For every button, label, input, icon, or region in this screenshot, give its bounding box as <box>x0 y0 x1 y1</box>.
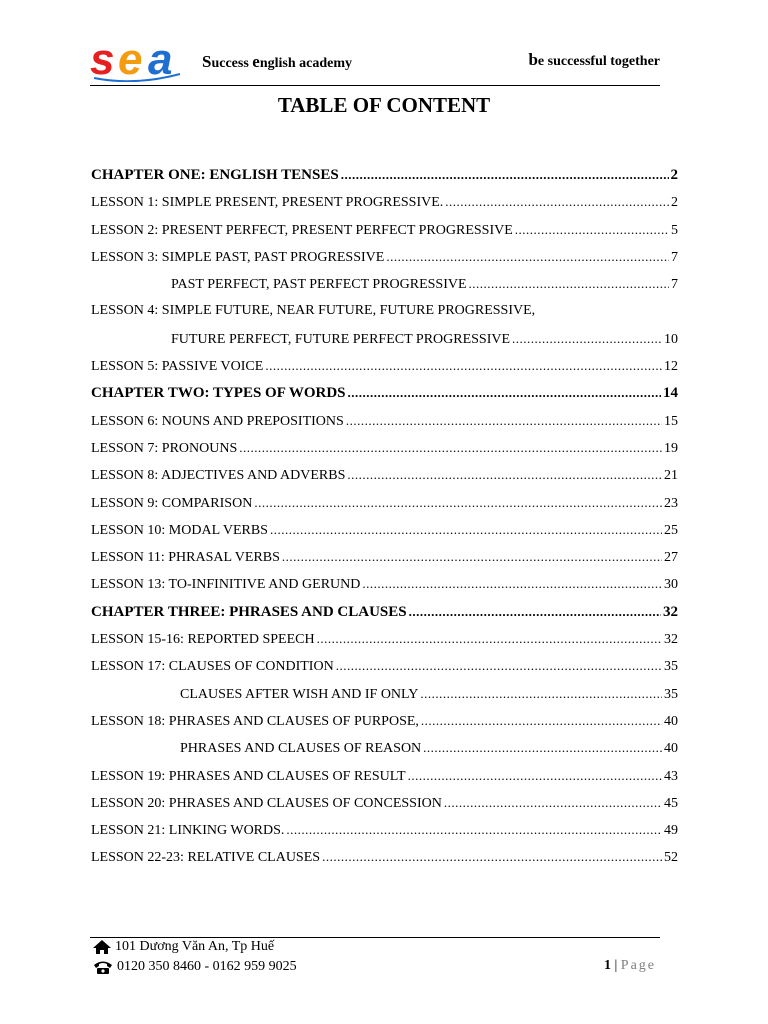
toc-chapter-entry[interactable] <box>91 167 678 194</box>
toc-entry-label: LESSON 2: PRESENT PERFECT, PRESENT PERFECT PROGRESSIVE <box>91 222 513 238</box>
toc-entry-page: 32 <box>664 632 678 648</box>
toc-lesson-entry[interactable] <box>91 549 678 576</box>
toc-entry-label: LESSON 8: ADJECTIVES AND ADVERBS <box>91 468 346 484</box>
dot-leader <box>409 604 661 620</box>
toc-entry-page: 27 <box>664 550 678 566</box>
dot-leader <box>420 686 662 702</box>
dot-leader <box>282 549 662 565</box>
svg-text:s: s <box>90 35 115 82</box>
toc-chapter-entry[interactable] <box>91 604 678 631</box>
toc-entry-page: 10 <box>664 331 678 347</box>
dot-leader <box>286 822 662 838</box>
toc-entry-label: FUTURE PERFECT, FUTURE PERFECT PROGRESSIVE <box>171 331 511 347</box>
dot-leader <box>322 849 662 865</box>
toc-entry-label: LESSON 3: SIMPLE PAST, PAST PROGRESSIVE <box>91 249 385 265</box>
toc-entry-label: LESSON 13: TO-INFINITIVE AND GERUND <box>91 577 361 593</box>
toc-entry-label: LESSON 7: PRONOUNS <box>91 440 238 456</box>
toc-entry-page: 49 <box>664 823 678 839</box>
toc-lesson-entry[interactable] <box>91 249 678 276</box>
toc-entry-page: 35 <box>664 659 678 675</box>
page-indicator: 1 | Page <box>603 958 656 973</box>
dot-leader <box>270 522 662 538</box>
svg-text:e: e <box>118 35 143 82</box>
phone-icon <box>92 959 114 975</box>
toc-entry-page: 19 <box>664 440 678 456</box>
dot-leader <box>346 413 662 429</box>
toc-entry-page: 12 <box>664 359 678 375</box>
toc-lesson-entry[interactable] <box>91 276 678 303</box>
home-icon <box>92 939 112 955</box>
toc-lesson-entry[interactable] <box>91 194 678 221</box>
dot-leader <box>512 331 662 347</box>
dot-leader <box>347 467 662 483</box>
toc-entry-label: CHAPTER THREE: PHRASES AND CLAUSES <box>91 603 407 620</box>
toc-chapter-entry[interactable] <box>91 385 678 412</box>
toc-entry-page: 40 <box>664 713 678 729</box>
toc-entry-label: LESSON 1: SIMPLE PRESENT, PRESENT PROGRESSIVE. <box>91 195 444 211</box>
toc-lesson-entry[interactable] <box>91 686 678 713</box>
toc-entry-label: LESSON 19: PHRASES AND CLAUSES OF RESULT <box>91 768 406 784</box>
footer-address <box>92 939 274 955</box>
toc-lesson-entry[interactable] <box>91 467 678 494</box>
toc-entry-page: 15 <box>664 413 678 429</box>
toc-lesson-entry[interactable] <box>91 631 678 658</box>
svg-text:a: a <box>148 35 173 82</box>
toc-lesson-entry[interactable] <box>91 795 678 822</box>
toc-entry-label: LESSON 15-16: REPORTED SPEECH <box>91 632 315 648</box>
toc-entry-label: LESSON 18: PHRASES AND CLAUSES OF PURPOSE, <box>91 713 419 729</box>
toc-entry-label: LESSON 11: PHRASAL VERBS <box>91 550 280 566</box>
toc-entry-page: 7 <box>671 277 678 293</box>
toc-lesson-entry[interactable] <box>91 740 678 767</box>
toc-entry-label: LESSON 17: CLAUSES OF CONDITION <box>91 659 334 675</box>
table-of-contents <box>91 167 678 877</box>
toc-entry-label: LESSON 21: LINKING WORDS. <box>91 823 285 839</box>
toc-entry-label: LESSON 5: PASSIVE VOICE <box>91 359 264 375</box>
toc-lesson-entry[interactable] <box>91 822 678 849</box>
toc-entry-label: PHRASES AND CLAUSES OF REASON <box>180 741 422 757</box>
toc-entry-page: 2 <box>670 167 678 183</box>
toc-entry-page: 35 <box>664 686 678 702</box>
toc-entry-label: LESSON 22-23: RELATIVE CLAUSES <box>91 850 321 866</box>
toc-entry-label: LESSON 4: SIMPLE FUTURE, NEAR FUTURE, FUTURE PROGRESSIVE, <box>91 303 536 319</box>
toc-lesson-entry[interactable] <box>91 440 678 467</box>
dot-leader <box>444 795 662 811</box>
dot-leader <box>445 194 669 210</box>
toc-entry-label: LESSON 6: NOUNS AND PREPOSITIONS <box>91 413 344 429</box>
address-text: 101 Dương Văn An, Tp Huế <box>115 939 275 954</box>
toc-entry-page: 40 <box>664 741 678 757</box>
footer-divider <box>90 937 660 938</box>
toc-entry-page: 2 <box>671 195 678 211</box>
dot-leader <box>254 495 662 511</box>
dot-leader <box>362 576 662 592</box>
dot-leader <box>421 713 662 729</box>
academy-name: Success english academy <box>202 52 353 71</box>
toc-entry-page: 25 <box>664 522 678 538</box>
dot-leader <box>408 768 662 784</box>
toc-entry-label: LESSON 10: MODAL VERBS <box>91 522 268 538</box>
header-divider <box>90 85 660 86</box>
toc-lesson-entry[interactable] <box>91 768 678 795</box>
dot-leader <box>336 658 662 674</box>
toc-lesson-entry[interactable] <box>91 522 678 549</box>
toc-entry-label: LESSON 20: PHRASES AND CLAUSES OF CONCESSION <box>91 795 442 811</box>
footer-phone <box>92 959 297 975</box>
dot-leader <box>239 440 662 456</box>
toc-lesson-entry[interactable] <box>91 331 678 358</box>
toc-entry-page: 14 <box>663 385 678 402</box>
toc-entry-page: 5 <box>671 222 678 238</box>
toc-lesson-entry[interactable] <box>91 222 678 249</box>
toc-entry-page: 23 <box>664 495 678 511</box>
dot-leader <box>423 740 662 756</box>
dot-leader <box>515 222 669 238</box>
dot-leader <box>317 631 662 647</box>
toc-lesson-entry[interactable] <box>91 713 678 740</box>
toc-entry-page: 21 <box>664 468 678 484</box>
toc-lesson-entry[interactable] <box>91 303 678 330</box>
toc-entry-label: CLAUSES AFTER WISH AND IF ONLY <box>180 686 419 702</box>
toc-entry-page: 7 <box>671 249 678 265</box>
toc-entry-label: CHAPTER TWO: TYPES OF WORDS <box>91 385 346 402</box>
toc-entry-label: LESSON 9: COMPARISON <box>91 495 253 511</box>
toc-entry-page: 52 <box>664 850 678 866</box>
toc-entry-page: 45 <box>664 795 678 811</box>
toc-entry-label: CHAPTER ONE: ENGLISH TENSES <box>91 167 339 183</box>
page-title: TABLE OF CONTENT <box>277 93 491 117</box>
toc-entry-label: PAST PERFECT, PAST PERFECT PROGRESSIVE <box>171 277 467 293</box>
sea-logo <box>90 34 184 82</box>
dot-leader <box>265 358 662 374</box>
tagline: be successful together <box>528 50 660 69</box>
toc-lesson-entry[interactable] <box>91 849 678 876</box>
toc-entry-page: 32 <box>663 603 678 620</box>
toc-entry-page: 43 <box>664 768 678 784</box>
page-header <box>90 32 660 88</box>
phone-text: 0120 350 8460 - 0162 959 9025 <box>117 959 297 974</box>
toc-lesson-entry[interactable] <box>91 576 678 603</box>
dot-leader <box>386 249 669 265</box>
dot-leader <box>469 276 669 292</box>
toc-lesson-entry[interactable] <box>91 658 678 685</box>
toc-lesson-entry[interactable] <box>91 413 678 440</box>
toc-lesson-entry[interactable] <box>91 358 678 385</box>
dot-leader <box>348 385 662 401</box>
toc-entry-page: 30 <box>664 577 678 593</box>
toc-lesson-entry[interactable] <box>91 495 678 522</box>
dot-leader <box>341 167 669 183</box>
